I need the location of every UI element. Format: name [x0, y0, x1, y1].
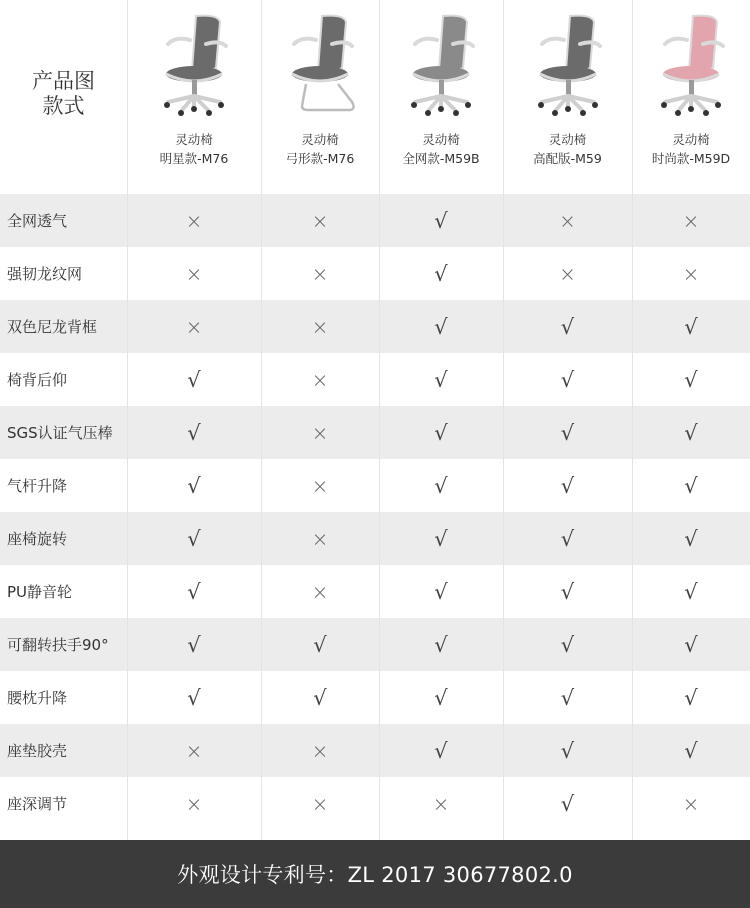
cross-mark: × — [311, 314, 329, 339]
check-mark: √ — [560, 420, 575, 445]
product-name — [652, 130, 730, 168]
cross-mark: × — [311, 261, 329, 286]
product-column-4 — [503, 0, 632, 194]
column-divider — [632, 0, 633, 840]
cross-mark: × — [682, 261, 700, 286]
product-series: 灵动椅 — [175, 132, 213, 147]
check-mark: √ — [434, 314, 448, 339]
table-row — [0, 565, 750, 618]
cross-mark: × — [682, 208, 700, 233]
product-column-1 — [127, 0, 261, 194]
product-name — [533, 130, 602, 168]
chair-image — [393, 0, 489, 122]
cross-mark: × — [185, 208, 203, 233]
check-mark: √ — [187, 420, 201, 445]
feature-label: 双色尼龙背框 — [7, 318, 98, 336]
table-row — [0, 777, 750, 830]
patent-number: 外观设计专利号：ZL 2017 30677802.0 — [177, 863, 573, 887]
cross-mark: × — [185, 314, 203, 339]
product-model: 高配版-M59 — [533, 151, 602, 166]
cross-mark: × — [185, 791, 203, 816]
table-row — [0, 512, 750, 565]
feature-label: PU静音轮 — [7, 583, 73, 601]
check-mark: √ — [684, 473, 698, 498]
column-divider — [379, 0, 380, 840]
table-row — [0, 671, 750, 724]
check-mark: √ — [187, 367, 201, 392]
check-mark: √ — [560, 685, 575, 710]
check-mark: √ — [434, 208, 448, 233]
check-mark: √ — [560, 473, 575, 498]
cross-mark: × — [559, 261, 576, 286]
table-row — [0, 300, 750, 353]
cross-mark: × — [682, 791, 700, 816]
product-name — [402, 130, 479, 168]
check-mark: √ — [684, 526, 698, 551]
feature-label: 座垫胶壳 — [7, 742, 68, 760]
feature-label: 强韧龙纹网 — [7, 265, 83, 283]
cross-mark: × — [311, 208, 329, 233]
chair-image — [643, 0, 739, 122]
table-row — [0, 724, 750, 777]
header-label-line2: 款式 — [42, 94, 85, 118]
table-header — [0, 0, 750, 194]
check-mark: √ — [434, 473, 448, 498]
product-series: 灵动椅 — [672, 132, 710, 147]
check-mark: √ — [434, 632, 448, 657]
check-mark: √ — [434, 685, 448, 710]
product-model: 全网款-M59B — [402, 151, 480, 166]
patent-footer — [0, 840, 750, 908]
product-model: 时尚款-M59D — [651, 151, 731, 166]
feature-label: 座深调节 — [7, 795, 68, 813]
chair-image — [146, 0, 242, 122]
column-divider — [503, 0, 504, 840]
chair-image — [272, 0, 368, 122]
check-mark: √ — [560, 314, 575, 339]
table-row — [0, 194, 750, 247]
product-series: 灵动椅 — [422, 132, 460, 147]
table-row — [0, 406, 750, 459]
header-label — [0, 0, 127, 194]
column-divider — [127, 0, 128, 840]
product-series: 灵动椅 — [548, 132, 587, 147]
feature-label: 腰枕升降 — [7, 689, 68, 707]
cross-mark: × — [311, 367, 329, 392]
check-mark: √ — [560, 632, 575, 657]
check-mark: √ — [684, 685, 698, 710]
check-mark: √ — [560, 791, 575, 816]
column-divider — [261, 0, 262, 840]
product-column-5 — [632, 0, 750, 194]
check-mark: √ — [187, 579, 201, 604]
cross-mark: × — [311, 791, 329, 816]
cross-mark: × — [185, 738, 203, 763]
check-mark: √ — [684, 579, 698, 604]
product-series: 灵动椅 — [301, 132, 339, 147]
product-name — [160, 130, 229, 168]
cross-mark: × — [559, 208, 576, 233]
check-mark: √ — [434, 367, 448, 392]
check-mark: √ — [187, 632, 201, 657]
cross-mark: × — [185, 261, 203, 286]
cross-mark: × — [432, 791, 450, 816]
feature-label: SGS认证气压棒 — [7, 424, 113, 442]
cross-mark: × — [311, 473, 329, 498]
product-column-2 — [261, 0, 379, 194]
check-mark: √ — [560, 367, 575, 392]
feature-label: 椅背后仰 — [7, 371, 68, 389]
check-mark: √ — [434, 738, 448, 763]
header-label-line1: 产品图 — [32, 69, 95, 93]
check-mark: √ — [434, 579, 448, 604]
chair-image — [520, 0, 616, 122]
check-mark: √ — [684, 367, 698, 392]
table-row — [0, 353, 750, 406]
product-column-3 — [379, 0, 503, 194]
check-mark: √ — [684, 314, 698, 339]
table-row — [0, 247, 750, 300]
check-mark: √ — [684, 632, 698, 657]
check-mark: √ — [313, 632, 327, 657]
check-mark: √ — [684, 420, 698, 445]
cross-mark: × — [311, 579, 329, 604]
check-mark: √ — [187, 473, 201, 498]
check-mark: √ — [434, 526, 448, 551]
table-row — [0, 459, 750, 512]
check-mark: √ — [560, 579, 575, 604]
feature-label: 气杆升降 — [7, 477, 68, 495]
check-mark: √ — [434, 261, 448, 286]
feature-label: 座椅旋转 — [7, 530, 68, 548]
check-mark: √ — [187, 526, 201, 551]
cross-mark: × — [311, 738, 329, 763]
check-mark: √ — [560, 526, 575, 551]
product-name — [286, 130, 355, 168]
product-model: 弓形款-M76 — [285, 151, 355, 166]
check-mark: √ — [434, 420, 448, 445]
feature-label: 全网透气 — [7, 212, 68, 230]
table-row — [0, 618, 750, 671]
feature-label: 可翻转扶手90° — [7, 636, 109, 654]
cross-mark: × — [311, 420, 329, 445]
check-mark: √ — [560, 738, 575, 763]
cross-mark: × — [311, 526, 329, 551]
check-mark: √ — [684, 738, 698, 763]
check-mark: √ — [313, 685, 327, 710]
check-mark: √ — [187, 685, 201, 710]
product-model: 明星款-M76 — [159, 151, 229, 166]
